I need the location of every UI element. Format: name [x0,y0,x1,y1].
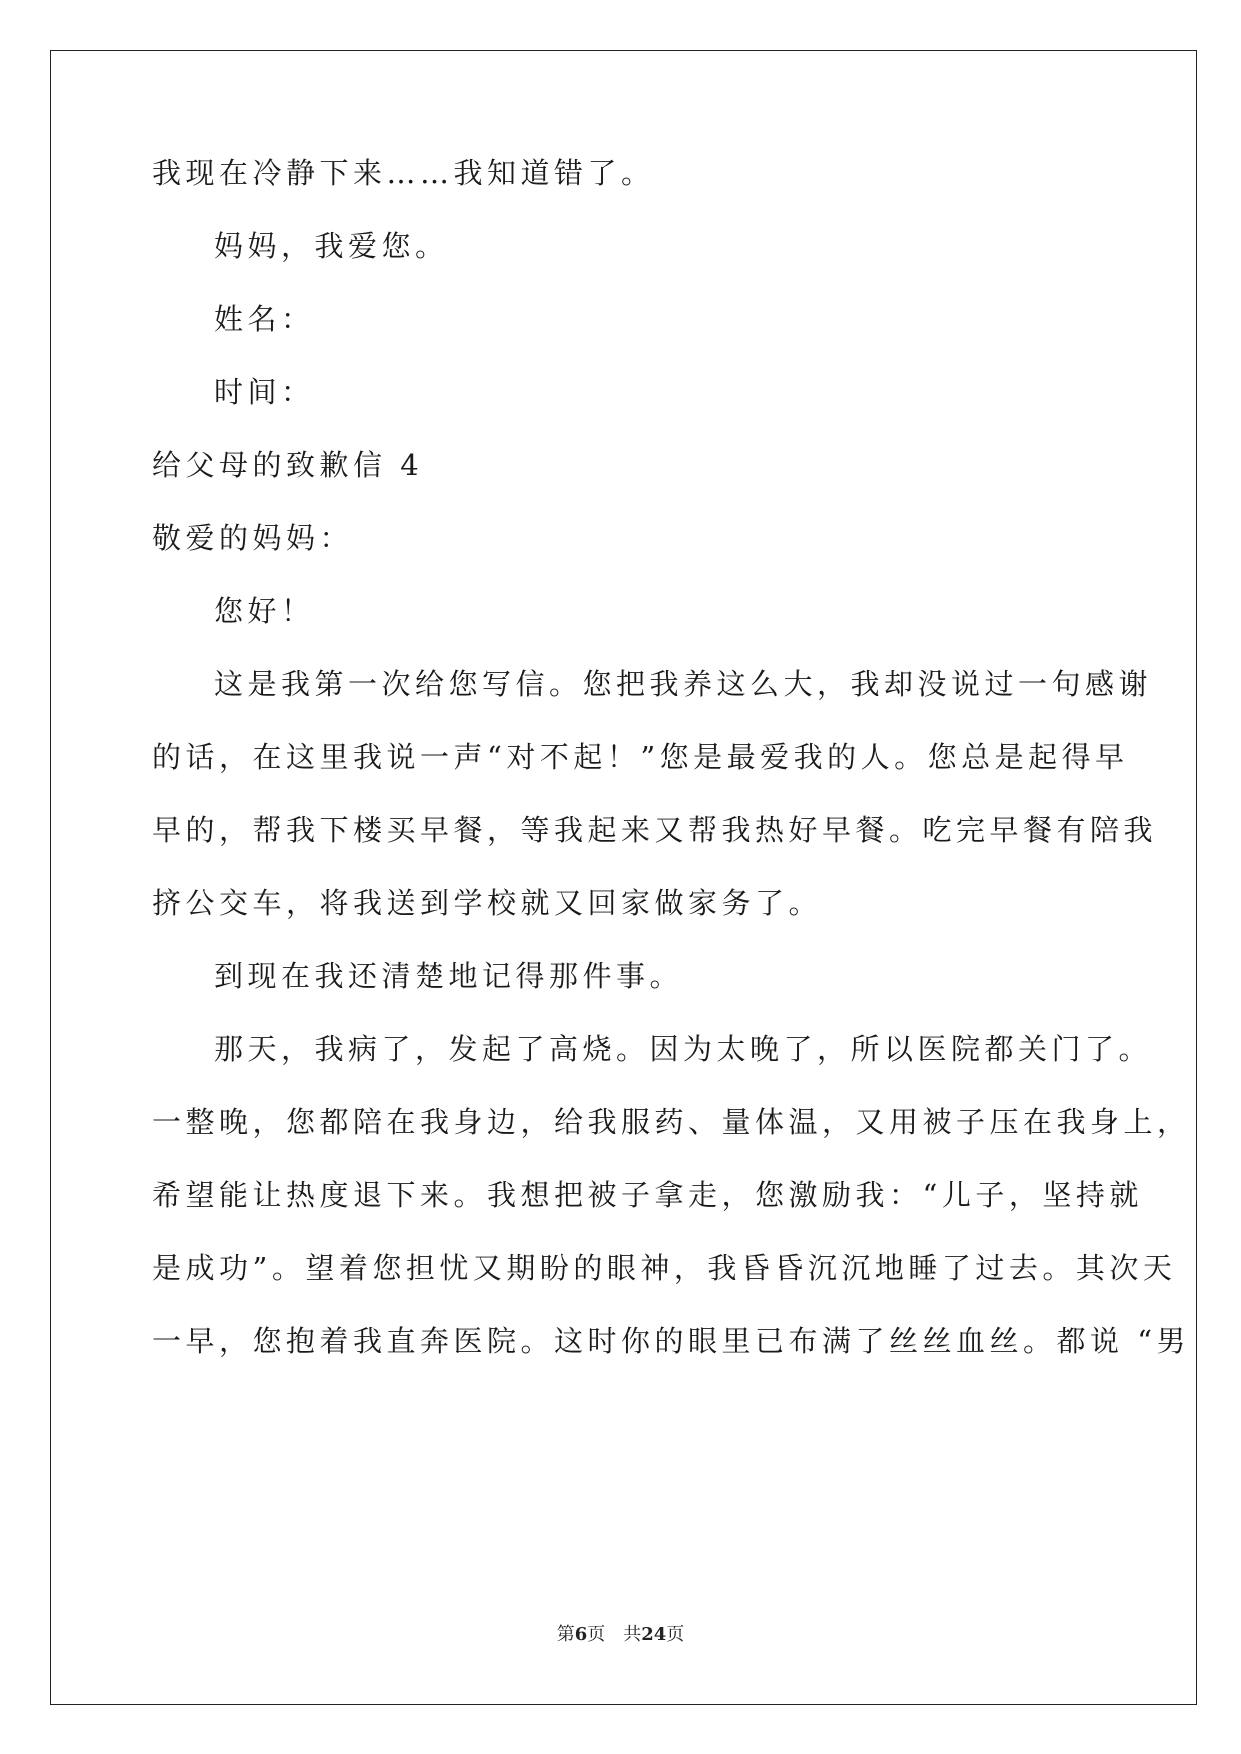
text-line: 挤公交车，将我送到学校就又回家做家务了。 [152,886,823,920]
text-line: 这是我第一次给您写信。您把我养这么大，我却没说过一句感谢 [214,667,1153,701]
page-border [50,50,1197,1705]
text-line: 妈妈，我爱您。 [214,229,449,263]
text-line: 姓名： [214,302,315,336]
text-line: 早的，帮我下楼买早餐，等我起来又帮我热好早餐。吃完早餐有陪我 [152,813,1158,847]
text-line: 到现在我还清楚地记得那件事。 [214,959,684,993]
text-line: 那天，我病了，发起了高烧。因为太晚了，所以医院都关门了。 [214,1032,1153,1066]
footer-total-suffix: 页 [666,1624,685,1645]
section-heading: 给父母的致歉信 4 [152,448,424,482]
text-line: 一早，您抱着我直奔医院。这时你的眼里已布满了丝丝血丝。都说 “男 [152,1324,1191,1358]
text-line: 一整晚，您都陪在我身边，给我服药、量体温，又用被子压在我身上， [152,1105,1191,1139]
text-line: 是成功”。望着您担忧又期盼的眼神，我昏昏沉沉地睡了过去。其次天 [152,1251,1177,1285]
footer-total-prefix: 共 [623,1624,642,1645]
text-line: 的话，在这里我说一声“对不起！”您是最爱我的人。您总是起得早 [152,740,1129,774]
total-pages: 24 [641,1624,667,1645]
page-footer [0,1620,1241,1646]
salutation: 敬爱的妈妈： [152,521,354,555]
footer-prefix: 第 [556,1624,575,1645]
text-line: 我现在冷静下来……我知道错了。 [152,156,655,190]
footer-page-suffix: 页 [587,1624,606,1645]
page-number: 6 [574,1624,588,1645]
text-line: 时间： [214,375,315,409]
text-line: 希望能让热度退下来。我想把被子拿走，您激励我：“儿子，坚持就 [152,1178,1143,1212]
greeting: 您好！ [214,594,315,628]
